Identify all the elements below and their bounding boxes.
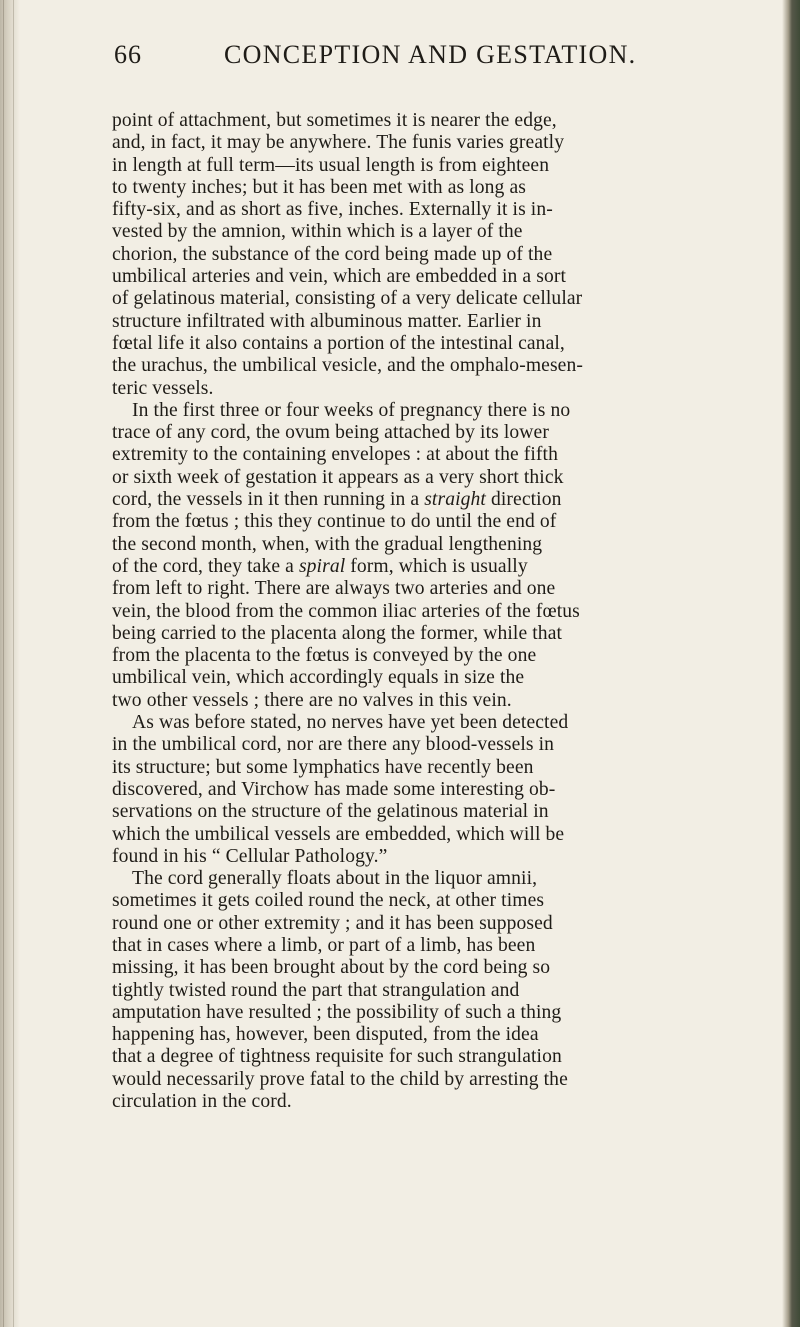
page-header bbox=[114, 40, 764, 76]
text-line: from left to right. There are always two arteries and one bbox=[112, 578, 556, 600]
text-segment: cord, the vessels in it then running in a bbox=[112, 489, 425, 511]
text-line: fœtal life it also contains a portion of the intestinal canal, bbox=[112, 332, 565, 354]
text-line: in length at full term—its usual length is from eighteen bbox=[112, 154, 550, 176]
text-line: from the fœtus ; this they continue to do until the end of bbox=[112, 511, 557, 533]
text-line: teric vessels. bbox=[112, 377, 214, 399]
text-segment: of the cord, they take a bbox=[112, 555, 299, 577]
text-line: vested by the amnion, within which is a layer of the bbox=[112, 221, 523, 243]
body-text bbox=[112, 110, 752, 1113]
text-line: of gelatinous material, consisting of a very delicate cellular bbox=[112, 288, 583, 310]
text-line: discovered, and Virchow has made some interesting ob- bbox=[112, 778, 556, 800]
text-line: missing, it has been brought about by the cord being so bbox=[112, 957, 551, 979]
text-segment: direction bbox=[485, 489, 562, 511]
text-line: tightly twisted round the part that strangulation and bbox=[112, 979, 520, 1001]
right-page-edge bbox=[782, 0, 800, 1327]
text-line: and, in fact, it may be anywhere. The funis varies greatly bbox=[112, 132, 565, 154]
text-line: round one or other extremity ; and it has been supposed bbox=[112, 912, 553, 934]
text-line: the second month, when, with the gradual lengthening bbox=[112, 533, 543, 555]
text-line: point of attachment, but sometimes it is nearer the edge, bbox=[112, 110, 557, 131]
page-number: 66 bbox=[114, 40, 142, 69]
text-line bbox=[112, 556, 752, 578]
text-line: servations on the structure of the gelatinous material in bbox=[112, 801, 549, 823]
text-line: would necessarily prove fatal to the child by arresting the bbox=[112, 1068, 568, 1090]
text-line: umbilical vein, which accordingly equals in size the bbox=[112, 667, 525, 689]
text-line: In the first three or four weeks of pregnancy there is no bbox=[132, 399, 571, 421]
text-line: from the placenta to the fœtus is conveyed by the one bbox=[112, 645, 537, 667]
text-line: its structure; but some lymphatics have recently been bbox=[112, 756, 534, 778]
italic-term-straight: straight bbox=[424, 489, 486, 511]
text-line: structure infiltrated with albuminous matter. Earlier in bbox=[112, 310, 542, 332]
text-line: The cord generally floats about in the liquor amnii, bbox=[132, 868, 538, 890]
left-gutter-lines bbox=[3, 0, 14, 1327]
text-line: two other vessels ; there are no valves in this vein. bbox=[112, 689, 512, 711]
text-line: in the umbilical cord, nor are there any blood-vessels in bbox=[112, 734, 555, 756]
text-line: chorion, the substance of the cord being made up of the bbox=[112, 243, 553, 265]
text-line: sometimes it gets coiled round the neck, at other times bbox=[112, 890, 545, 912]
text-line: the urachus, the umbilical vesicle, and the omphalo-mesen- bbox=[112, 355, 583, 377]
text-line: to twenty inches; but it has been met with as long as bbox=[112, 176, 526, 198]
text-line: that a degree of tightness requisite for such strangulation bbox=[112, 1046, 562, 1068]
text-line: fifty-six, and as short as five, inches. Externally it is in- bbox=[112, 199, 553, 221]
text-line: which the umbilical vessels are embedded, which will be bbox=[112, 823, 565, 845]
text-line: circulation in the cord. bbox=[112, 1091, 292, 1113]
text-line: that in cases where a limb, or part of a limb, has been bbox=[112, 934, 536, 956]
text-line bbox=[112, 489, 752, 511]
text-line: or sixth week of gestation it appears as a very short thick bbox=[112, 466, 564, 488]
text-line: vein, the blood from the common iliac arteries of the fœtus bbox=[112, 600, 580, 622]
text-segment: form, which is usually bbox=[345, 555, 528, 577]
text-line: being carried to the placenta along the former, while that bbox=[112, 622, 563, 644]
text-line: As was before stated, no nerves have yet been detected bbox=[132, 712, 569, 734]
italic-term-spiral: spiral bbox=[298, 555, 346, 577]
text-line: trace of any cord, the ovum being attached by its lower bbox=[112, 422, 549, 444]
text-line: umbilical arteries and vein, which are embedded in a sort bbox=[112, 266, 567, 288]
text-line: extremity to the containing envelopes : at about the fifth bbox=[112, 444, 558, 466]
text-line: found in his “ Cellular Pathology.” bbox=[112, 845, 388, 867]
text-line: happening has, however, been disputed, from the idea bbox=[112, 1024, 539, 1046]
running-head: CONCEPTION AND GESTATION. bbox=[224, 40, 637, 69]
text-line: amputation have resulted ; the possibility of such a thing bbox=[112, 1001, 562, 1023]
